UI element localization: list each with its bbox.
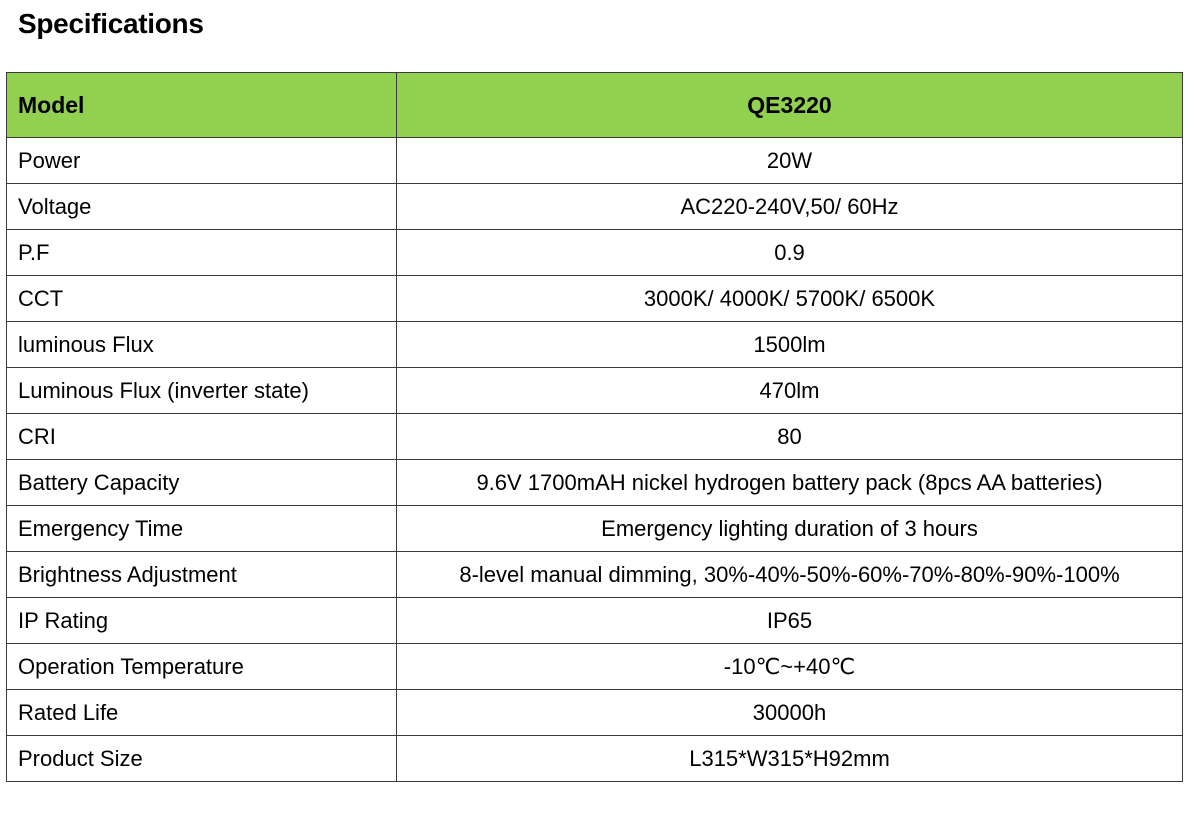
spec-value: Emergency lighting duration of 3 hours: [397, 506, 1183, 552]
spec-value: 1500lm: [397, 322, 1183, 368]
table-row: [7, 644, 1183, 690]
spec-value: 3000K/ 4000K/ 5700K/ 6500K: [397, 276, 1183, 322]
table-row: [7, 736, 1183, 782]
spec-label: Voltage: [7, 184, 397, 230]
table-row: [7, 506, 1183, 552]
spec-value: AC220-240V,50/ 60Hz: [397, 184, 1183, 230]
spec-value: IP65: [397, 598, 1183, 644]
spec-label: Rated Life: [7, 690, 397, 736]
spec-label: Operation Temperature: [7, 644, 397, 690]
spec-value: 0.9: [397, 230, 1183, 276]
spec-label: CCT: [7, 276, 397, 322]
spec-label: Luminous Flux (inverter state): [7, 368, 397, 414]
spec-value: 8-level manual dimming, 30%-40%-50%-60%-70%-80%-90%-100%: [397, 552, 1183, 598]
table-row: [7, 322, 1183, 368]
page-title: Specifications: [18, 8, 204, 39]
spec-value: 470lm: [397, 368, 1183, 414]
table-header-row: [7, 73, 1183, 138]
spec-label: Brightness Adjustment: [7, 552, 397, 598]
spec-value: 30000h: [397, 690, 1183, 736]
spec-label: CRI: [7, 414, 397, 460]
spec-label: Product Size: [7, 736, 397, 782]
spec-label: luminous Flux: [7, 322, 397, 368]
table-row: [7, 368, 1183, 414]
table-row: [7, 138, 1183, 184]
spec-value: -10℃~+40℃: [397, 644, 1183, 690]
header-model-value: QE3220: [397, 73, 1183, 138]
table-row: [7, 460, 1183, 506]
spec-label: P.F: [7, 230, 397, 276]
spec-label: Emergency Time: [7, 506, 397, 552]
table-row: [7, 414, 1183, 460]
specifications-table: [6, 72, 1183, 782]
spec-value: 80: [397, 414, 1183, 460]
spec-label: Battery Capacity: [7, 460, 397, 506]
table-row: [7, 184, 1183, 230]
spec-value: 20W: [397, 138, 1183, 184]
spec-label: Power: [7, 138, 397, 184]
header-label: Model: [7, 73, 397, 138]
spec-value: L315*W315*H92mm: [397, 736, 1183, 782]
table-row: [7, 598, 1183, 644]
spec-value: 9.6V 1700mAH nickel hydrogen battery pack (8pcs AA batteries): [397, 460, 1183, 506]
table-row: [7, 230, 1183, 276]
table-row: [7, 552, 1183, 598]
table-row: [7, 276, 1183, 322]
spec-label: IP Rating: [7, 598, 397, 644]
table-row: [7, 690, 1183, 736]
